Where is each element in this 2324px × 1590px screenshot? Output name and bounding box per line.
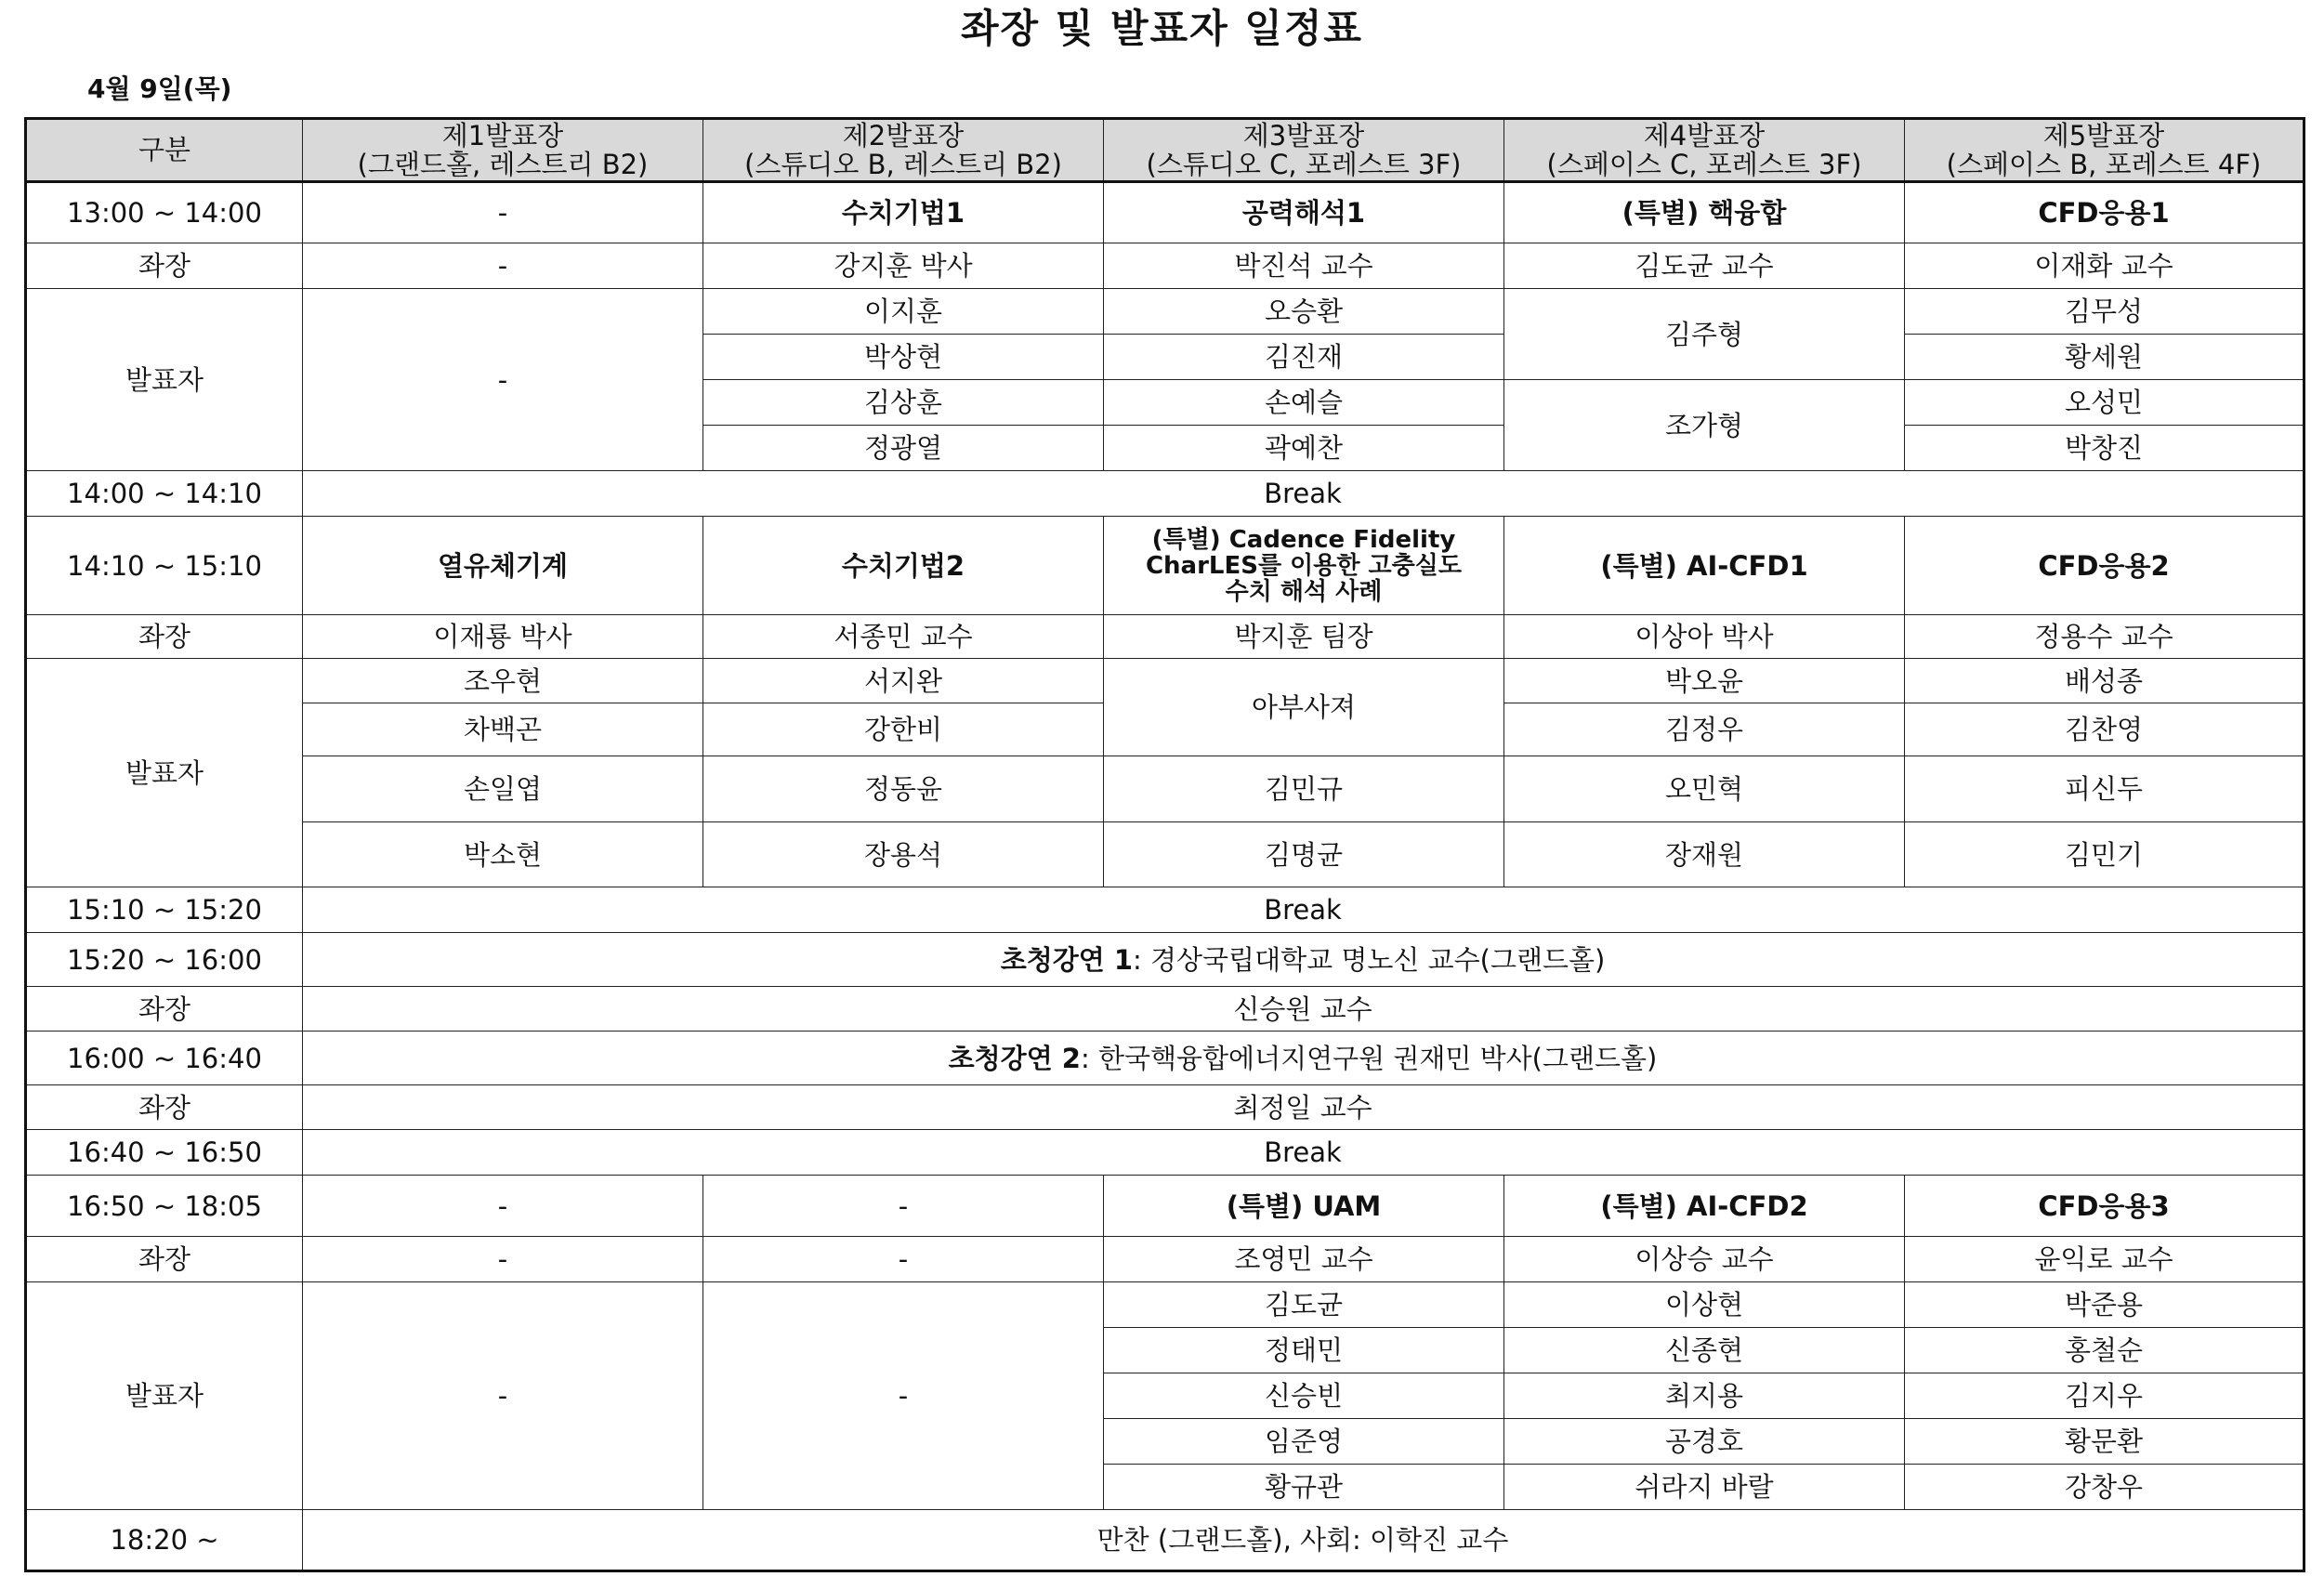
presenter-cell: 손일엽 — [303, 756, 703, 822]
session-title: 열유체기계 — [303, 517, 703, 615]
presenter-cell: 박창진 — [1905, 426, 2304, 471]
time-cell: 16:40 ~ 16:50 — [26, 1130, 303, 1176]
presenter-cell: 김민기 — [1905, 822, 2304, 887]
page-title: 좌장 및 발표자 일정표 — [960, 6, 1363, 51]
chair-row — [26, 987, 2304, 1032]
presenter-row — [26, 1282, 2304, 1328]
session-title: CFD응용2 — [1905, 517, 2304, 615]
presenter-cell: 김찬영 — [1905, 703, 2304, 756]
header-room-2 — [703, 119, 1104, 182]
presenter-cell: 아부사져 — [1104, 659, 1504, 756]
chair-row — [26, 615, 2304, 659]
presenter-cell: 김명균 — [1104, 822, 1504, 887]
room-1-place: (그랜드홀, 레스트리 B2) — [357, 148, 649, 180]
presenter-cell: 배성종 — [1905, 659, 2304, 703]
time-cell: 16:00 ~ 16:40 — [26, 1032, 303, 1085]
presenter-cell: 장용석 — [703, 822, 1104, 887]
chair-label: 좌장 — [26, 615, 303, 659]
session-title: (특별) 핵융합 — [1504, 182, 1905, 243]
time-cell: 14:10 ~ 15:10 — [26, 517, 303, 615]
chair-cell: 조영민 교수 — [1104, 1237, 1504, 1282]
break-row — [26, 887, 2304, 933]
chair-row — [26, 1085, 2304, 1130]
presenter-cell: - — [303, 1282, 703, 1510]
session-row — [26, 182, 2304, 243]
chair-label: 좌장 — [26, 987, 303, 1032]
break-cell: Break — [303, 1130, 2304, 1176]
room-2-place: (스튜디오 B, 레스트리 B2) — [744, 148, 1062, 180]
room-2-name: 제2발표장 — [842, 119, 965, 151]
presenter-cell: 김도균 — [1104, 1282, 1504, 1328]
room-5-name: 제5발표장 — [2042, 119, 2165, 151]
chair-cell: 서종민 교수 — [703, 615, 1104, 659]
session-title: - — [703, 1176, 1104, 1237]
chair-label: 좌장 — [26, 1237, 303, 1282]
chair-cell: 이재룡 박사 — [303, 615, 703, 659]
chair-cell: 박지훈 팀장 — [1104, 615, 1504, 659]
presenter-cell: 황문환 — [1905, 1419, 2304, 1465]
chair-label: 좌장 — [26, 243, 303, 289]
presenter-row — [26, 756, 2304, 790]
room-4-place: (스페이스 C, 포레스트 3F) — [1546, 148, 1862, 180]
schedule-date: 4월 9일(목) — [87, 73, 232, 104]
session-title: (특별) UAM — [1104, 1176, 1504, 1237]
presenter-cell: 강창우 — [1905, 1465, 2304, 1510]
header-room-5 — [1905, 119, 2304, 182]
session-title: 수치기법2 — [703, 517, 1104, 615]
chair-cell: - — [303, 243, 703, 289]
keynote-cell — [303, 933, 2304, 987]
session-title: 공력해석1 — [1104, 182, 1504, 243]
time-cell: 18:20 ~ — [26, 1510, 303, 1571]
presenter-cell: 손예슬 — [1104, 380, 1504, 426]
session-title: - — [303, 1176, 703, 1237]
chair-cell: - — [703, 1237, 1104, 1282]
presenter-cell: 황세원 — [1905, 335, 2304, 380]
room-5-place: (스페이스 B, 포레스트 4F) — [1946, 148, 2262, 180]
time-cell: 13:00 ~ 14:00 — [26, 182, 303, 243]
header-room-4 — [1504, 119, 1905, 182]
time-cell: 14:00 ~ 14:10 — [26, 471, 303, 517]
break-row — [26, 471, 2304, 517]
presenter-cell: 김진재 — [1104, 335, 1504, 380]
chair-row — [26, 1237, 2304, 1282]
presenter-label: 발표자 — [26, 1282, 303, 1510]
session-title: 수치기법1 — [703, 182, 1104, 243]
schedule-table — [24, 117, 2305, 1572]
room-4-name: 제4발표장 — [1643, 119, 1766, 151]
presenter-cell: 조가형 — [1504, 380, 1905, 471]
chair-cell: - — [303, 1237, 703, 1282]
presenter-cell: 이지훈 — [703, 289, 1104, 335]
chair-cell: 정용수 교수 — [1905, 615, 2304, 659]
keynote-row — [26, 1032, 2304, 1085]
keynote-label: 초청강연 2 — [948, 1042, 1081, 1074]
header-category: 구분 — [26, 119, 303, 182]
presenter-cell: 조우현 — [303, 659, 703, 703]
presenter-cell: 공경호 — [1504, 1419, 1905, 1465]
presenter-cell: - — [703, 1282, 1104, 1510]
presenter-cell: 곽예찬 — [1104, 426, 1504, 471]
header-room-1 — [303, 119, 703, 182]
room-3-place: (스튜디오 C, 포레스트 3F) — [1146, 148, 1462, 180]
time-cell: 15:10 ~ 15:20 — [26, 887, 303, 933]
presenter-cell: 김주형 — [1504, 289, 1905, 380]
presenter-cell: 신승빈 — [1104, 1373, 1504, 1419]
presenter-cell: 김무성 — [1905, 289, 2304, 335]
presenter-row — [26, 289, 2304, 335]
presenter-cell: 박오윤 — [1504, 659, 1905, 703]
chair-cell: 이상승 교수 — [1504, 1237, 1905, 1282]
session-title: CFD응용3 — [1905, 1176, 2304, 1237]
time-cell: 15:20 ~ 16:00 — [26, 933, 303, 987]
presenter-cell: 임준영 — [1104, 1419, 1504, 1465]
keynote-cell — [303, 1032, 2304, 1085]
session-title: - — [303, 182, 703, 243]
chair-cell: 박진석 교수 — [1104, 243, 1504, 289]
presenter-cell: 홍철순 — [1905, 1328, 2304, 1373]
presenter-cell: 박상현 — [703, 335, 1104, 380]
dinner-cell: 만찬 (그랜드홀), 사회: 이학진 교수 — [303, 1510, 2304, 1571]
chair-cell: 신승원 교수 — [303, 987, 2304, 1032]
presenter-cell: 정광열 — [703, 426, 1104, 471]
presenter-row — [26, 822, 2304, 834]
room-1-name: 제1발표장 — [441, 119, 564, 151]
dinner-row — [26, 1510, 2304, 1571]
presenter-cell: 황규관 — [1104, 1465, 1504, 1510]
room-3-name: 제3발표장 — [1242, 119, 1365, 151]
header-room-3 — [1104, 119, 1504, 182]
presenter-cell: 김지우 — [1905, 1373, 2304, 1419]
presenter-cell: 김민규 — [1104, 756, 1504, 822]
presenter-cell: 신종현 — [1504, 1328, 1905, 1373]
chair-cell: 최정일 교수 — [303, 1085, 2304, 1130]
session-row — [26, 1176, 2304, 1237]
presenter-cell: 김상훈 — [703, 380, 1104, 426]
presenter-cell: 서지완 — [703, 659, 1104, 703]
session-title: (특별) AI-CFD1 — [1504, 517, 1905, 615]
session-title: (특별) AI-CFD2 — [1504, 1176, 1905, 1237]
presenter-cell: 박준용 — [1905, 1282, 2304, 1328]
chair-cell: 이상아 박사 — [1504, 615, 1905, 659]
time-cell: 16:50 ~ 18:05 — [26, 1176, 303, 1237]
keynote-text: : 한국핵융합에너지연구원 권재민 박사(그랜드홀) — [1081, 1042, 1658, 1074]
presenter-cell: 강한비 — [703, 703, 1104, 756]
presenter-cell: 차백곤 — [303, 703, 703, 756]
session-row — [26, 517, 2304, 615]
break-cell: Break — [303, 471, 2304, 517]
keynote-label: 초청강연 1 — [1000, 943, 1134, 976]
presenter-label: 발표자 — [26, 289, 303, 471]
presenter-cell: 최지용 — [1504, 1373, 1905, 1419]
presenter-cell: 장재원 — [1504, 822, 1905, 887]
presenter-cell: 오성민 — [1905, 380, 2304, 426]
presenter-cell: 김정우 — [1504, 703, 1905, 756]
presenter-cell: 이상현 — [1504, 1282, 1905, 1328]
session-title: CFD응용1 — [1905, 182, 2304, 243]
session-title: (특별) Cadence Fidelity CharLES를 이용한 고충실도 수치 해석 사례 — [1104, 517, 1504, 615]
chair-cell: 김도균 교수 — [1504, 243, 1905, 289]
presenter-row — [26, 659, 2304, 692]
chair-cell: 이재화 교수 — [1905, 243, 2304, 289]
presenter-cell: 정동윤 — [703, 756, 1104, 822]
break-cell: Break — [303, 887, 2304, 933]
presenter-cell: 정태민 — [1104, 1328, 1504, 1373]
presenter-cell: 쉬라지 바랄 — [1504, 1465, 1905, 1510]
keynote-text: : 경상국립대학교 명노신 교수(그랜드홀) — [1133, 943, 1606, 976]
presenter-cell: 박소현 — [303, 822, 703, 887]
presenter-label: 발표자 — [26, 659, 303, 887]
presenter-cell: 피신두 — [1905, 756, 2304, 822]
header-row — [26, 119, 2304, 182]
presenter-cell: 오민혁 — [1504, 756, 1905, 822]
presenter-cell: - — [303, 289, 703, 471]
chair-cell: 윤익로 교수 — [1905, 1237, 2304, 1282]
chair-cell: 강지훈 박사 — [703, 243, 1104, 289]
break-row — [26, 1130, 2304, 1176]
keynote-row — [26, 933, 2304, 987]
presenter-cell: 오승환 — [1104, 289, 1504, 335]
chair-label: 좌장 — [26, 1085, 303, 1130]
chair-row — [26, 243, 2304, 289]
